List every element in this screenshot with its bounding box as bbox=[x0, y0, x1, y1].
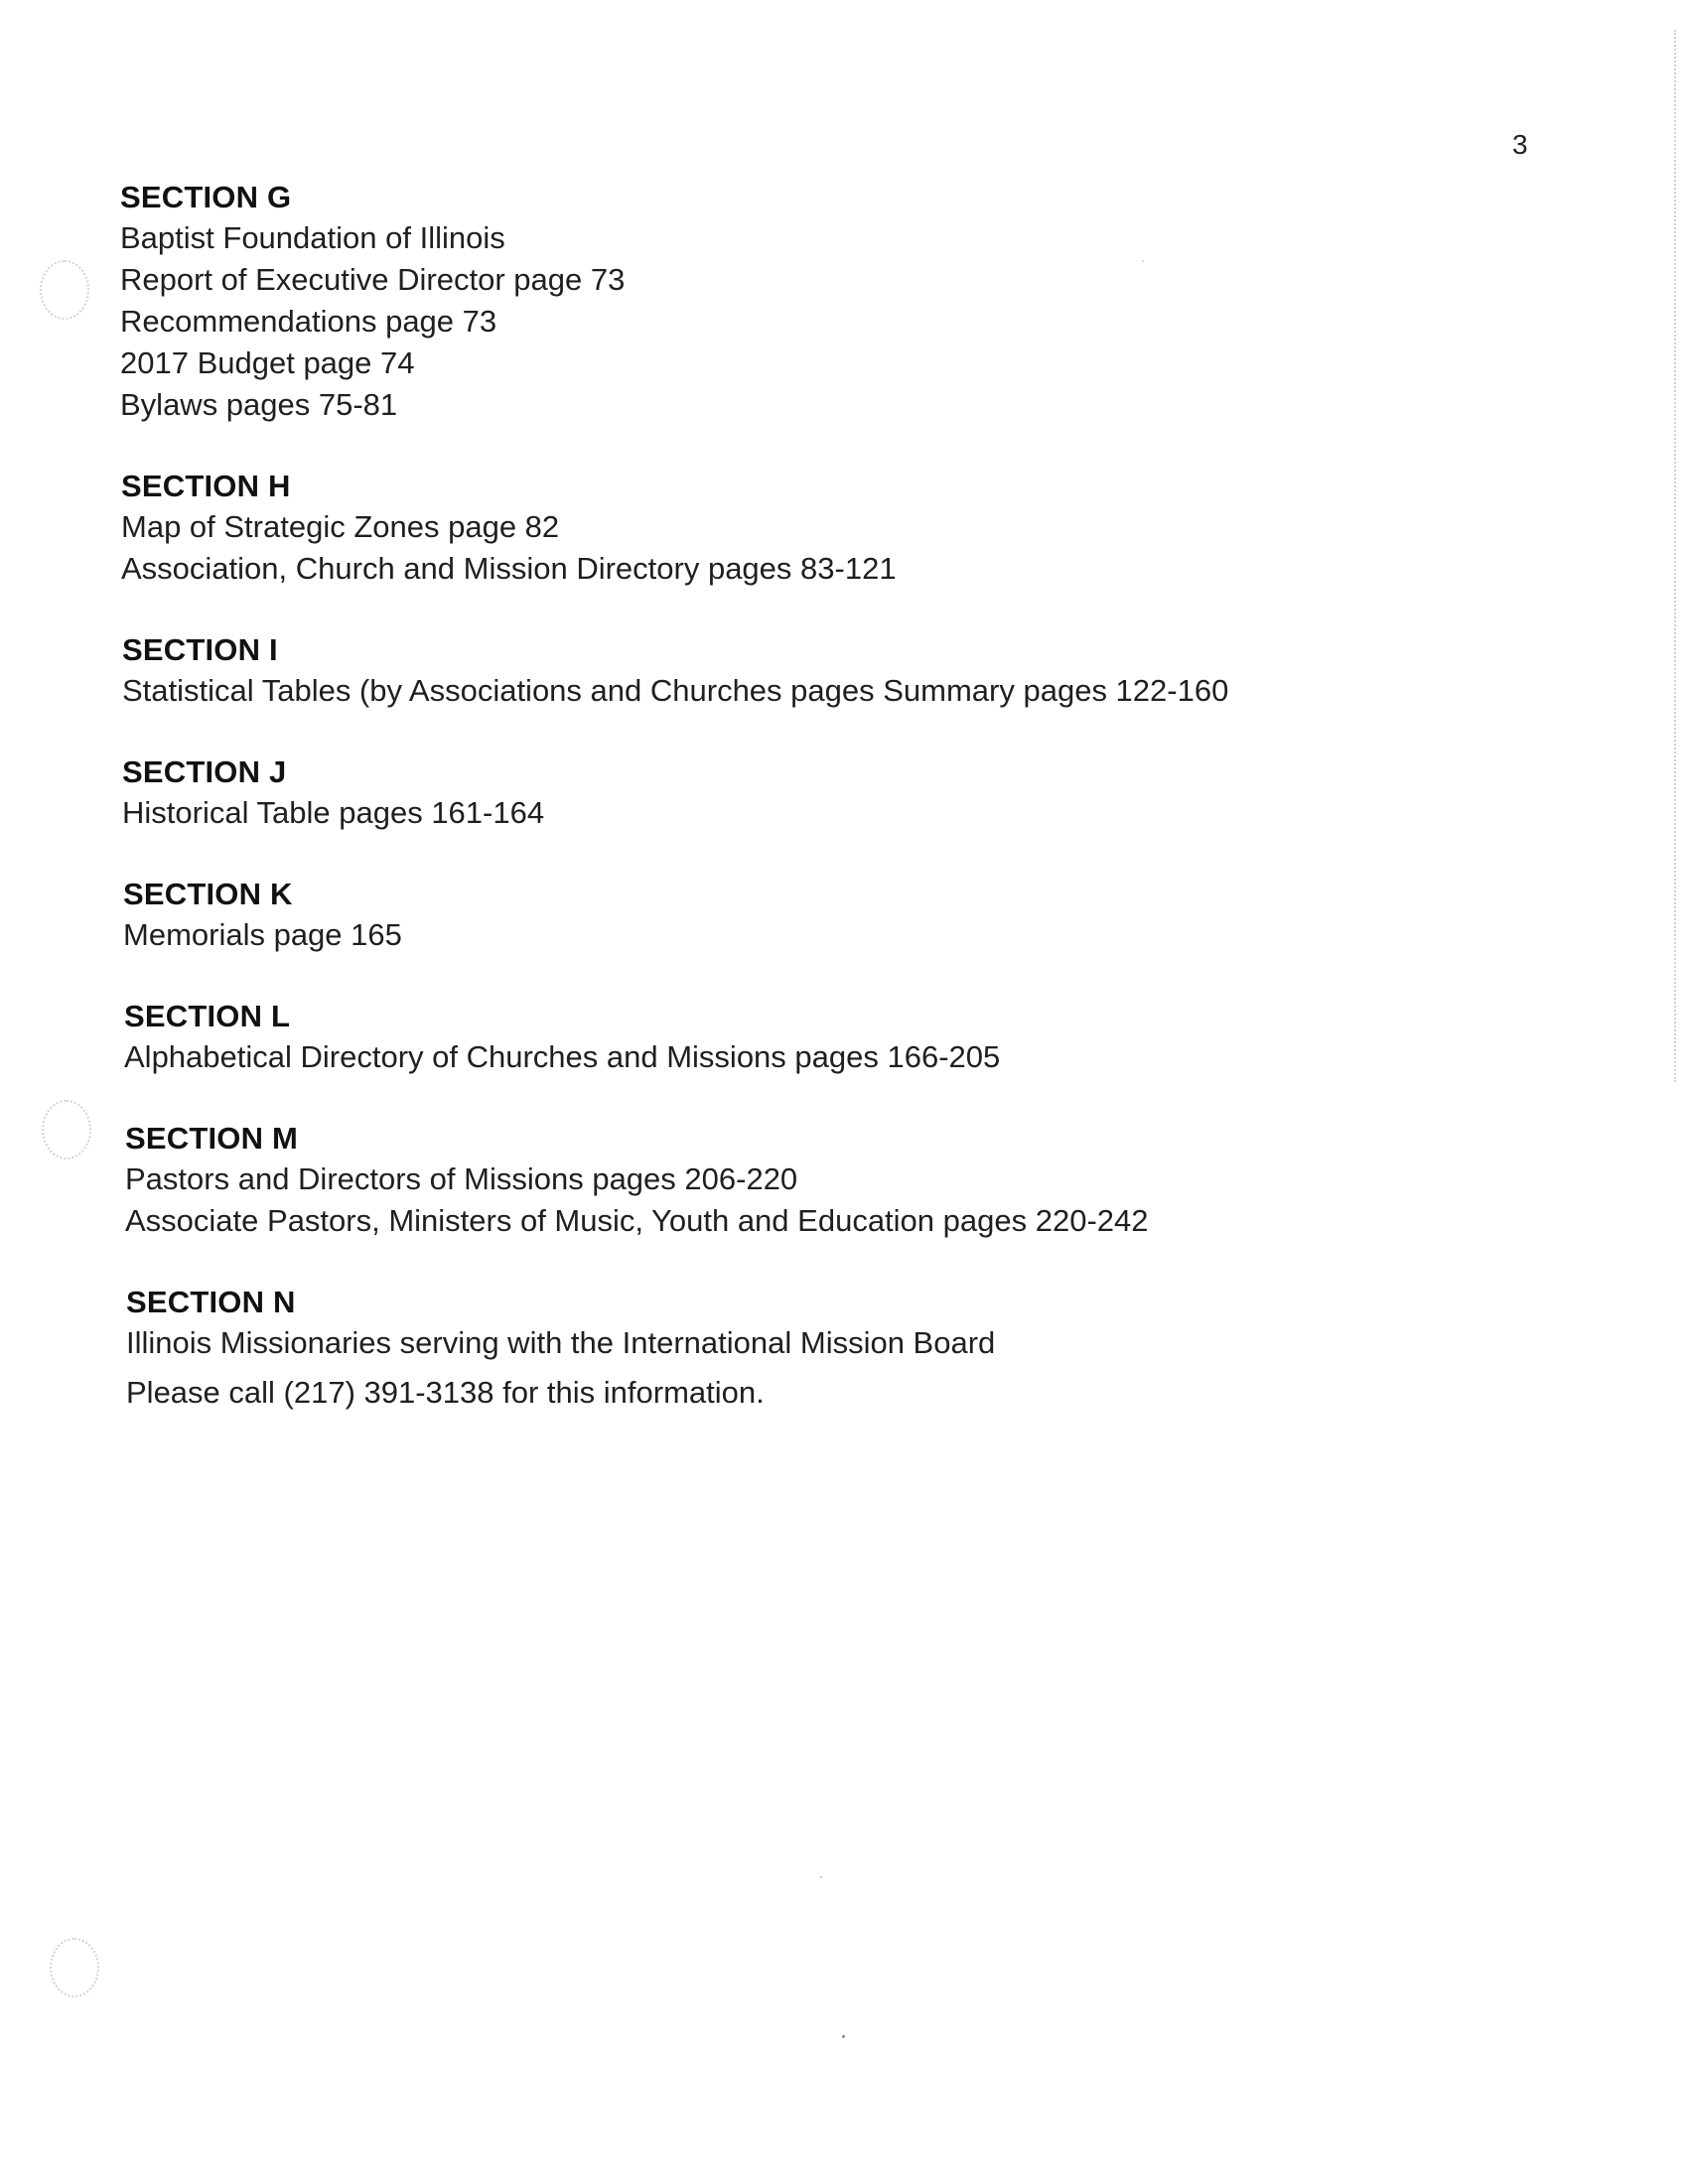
section-i bbox=[122, 629, 1512, 712]
section-k bbox=[123, 874, 1513, 956]
section-j bbox=[122, 751, 1512, 834]
scan-speck bbox=[820, 1876, 822, 1878]
section-entry: Association, Church and Mission Directory pages 83-121 bbox=[121, 551, 897, 586]
section-l bbox=[124, 996, 1514, 1078]
section-n bbox=[126, 1282, 1516, 1414]
section-heading: SECTION I bbox=[122, 632, 278, 667]
section-entry: Statistical Tables (by Associations and Churches pages Summary pages 122-160 bbox=[122, 673, 1229, 708]
section-list bbox=[120, 177, 1510, 1453]
section-heading: SECTION G bbox=[120, 180, 292, 214]
section-entry: Bylaws pages 75-81 bbox=[120, 387, 398, 422]
section-heading: SECTION N bbox=[126, 1285, 296, 1319]
section-entry: Historical Table pages 161-164 bbox=[122, 795, 545, 830]
section-entry: Pastors and Directors of Missions pages 206-220 bbox=[125, 1161, 798, 1196]
section-entry: Memorials page 165 bbox=[123, 917, 402, 952]
section-heading: SECTION L bbox=[124, 999, 291, 1033]
section-heading: SECTION J bbox=[122, 754, 287, 789]
section-entry: Recommendations page 73 bbox=[120, 304, 497, 339]
section-heading: SECTION H bbox=[121, 469, 291, 503]
section-entry: 2017 Budget page 74 bbox=[120, 345, 415, 380]
page-number: 3 bbox=[1512, 129, 1528, 160]
section-entry: Associate Pastors, Ministers of Music, Youth and Education pages 220-242 bbox=[125, 1203, 1149, 1238]
section-entry: Please call (217) 391-3138 for this information. bbox=[126, 1375, 765, 1410]
section-entry: Baptist Foundation of Illinois bbox=[120, 220, 505, 255]
punch-hole-mark bbox=[40, 260, 89, 320]
punch-hole-mark bbox=[50, 1938, 99, 1997]
section-heading: SECTION M bbox=[125, 1121, 299, 1156]
section-m bbox=[125, 1118, 1515, 1242]
scan-speck bbox=[842, 2035, 845, 2038]
section-entry: Illinois Missionaries serving with the International Mission Board bbox=[126, 1325, 996, 1360]
scan-edge-line bbox=[1674, 30, 1676, 1082]
section-entry: Map of Strategic Zones page 82 bbox=[121, 509, 560, 544]
section-heading: SECTION K bbox=[123, 877, 293, 911]
section-entry: Report of Executive Director page 73 bbox=[120, 262, 626, 297]
punch-hole-mark bbox=[42, 1100, 91, 1160]
section-entry: Alphabetical Directory of Churches and Missions pages 166-205 bbox=[124, 1039, 1001, 1074]
section-g bbox=[120, 177, 1510, 426]
section-h bbox=[121, 466, 1511, 590]
